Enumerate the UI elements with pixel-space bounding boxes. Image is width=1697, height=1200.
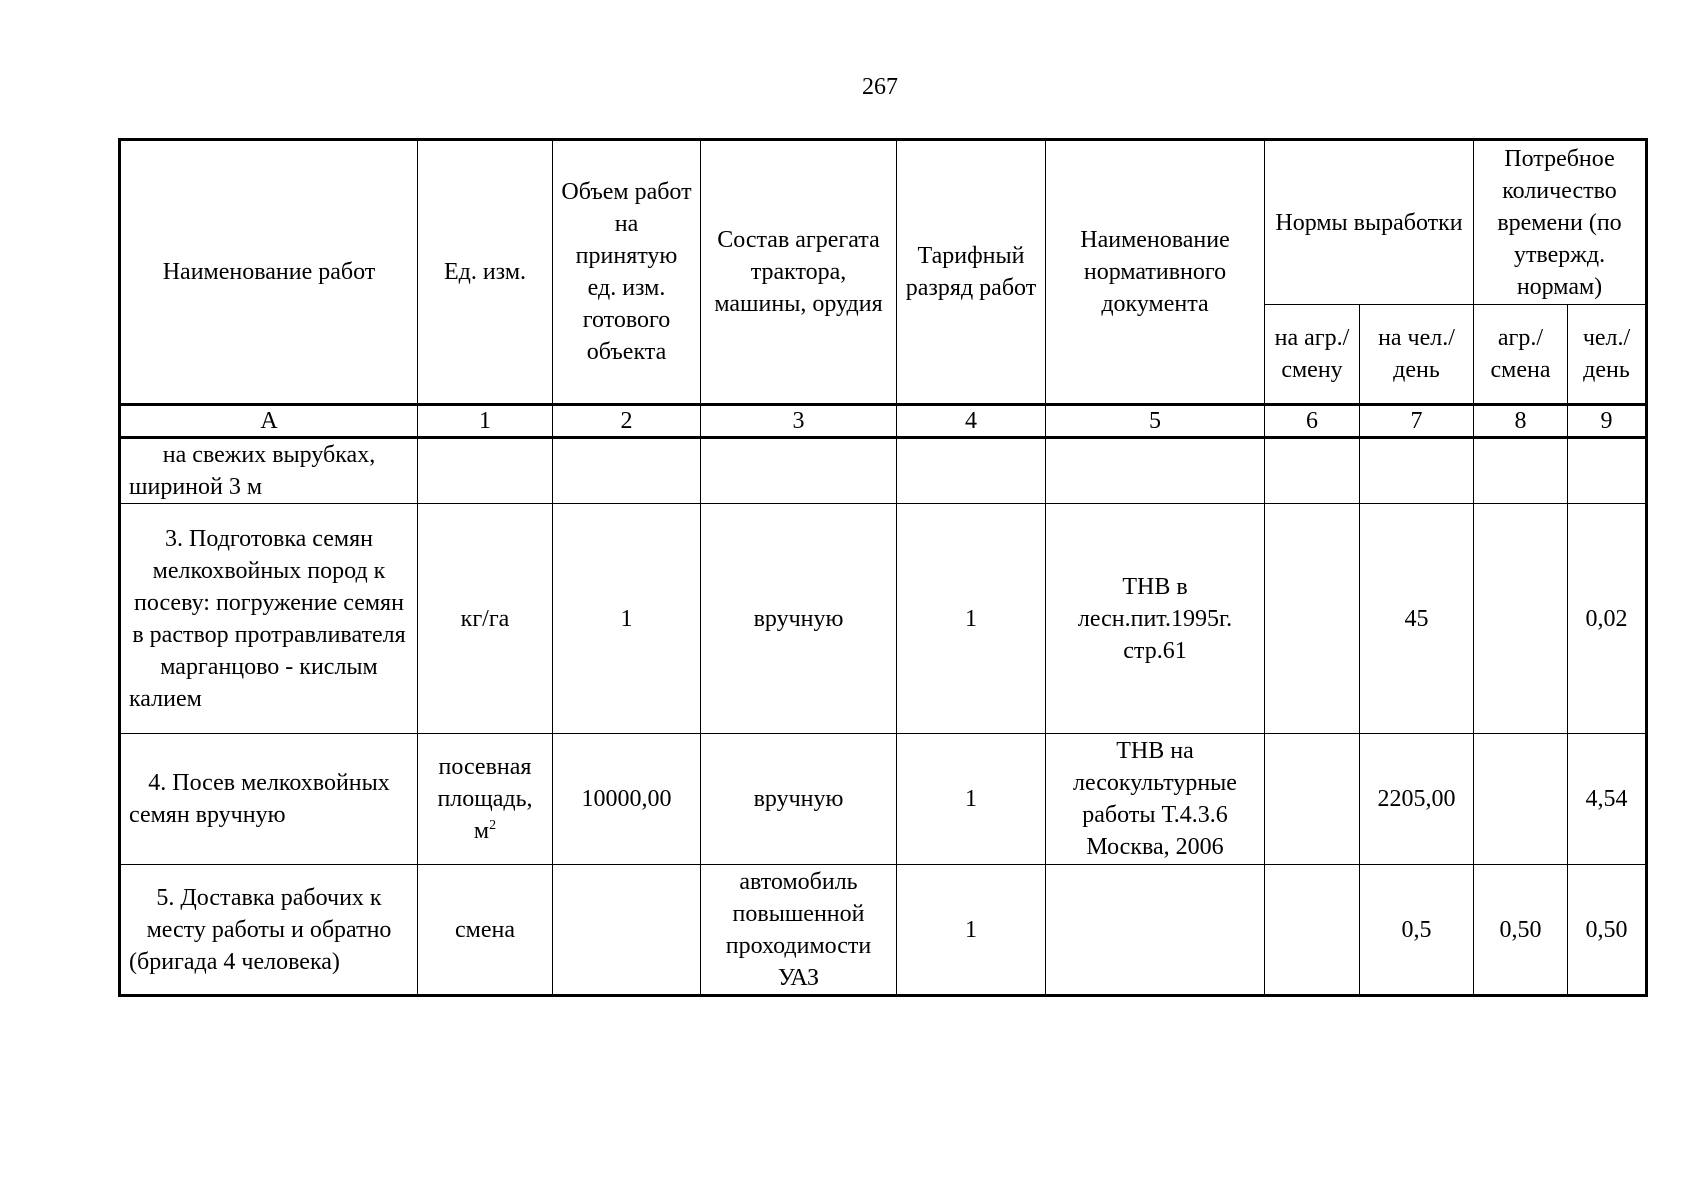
volume-cell	[553, 865, 701, 996]
col-number: 5	[1046, 405, 1265, 438]
header-aggregate: Состав агрегата трактора, машины, орудия	[701, 140, 897, 405]
header-norm-man: на чел./ день	[1360, 305, 1474, 405]
header-row-1	[120, 140, 1647, 305]
col-number: 7	[1360, 405, 1474, 438]
time-agr-cell	[1474, 734, 1568, 865]
time-man-cell: 0,02	[1568, 504, 1647, 734]
aggregate-cell	[701, 438, 897, 504]
norm-man-cell: 2205,00	[1360, 734, 1474, 865]
header-work-name: Наименование работ	[120, 140, 418, 405]
col-number: 8	[1474, 405, 1568, 438]
norm-man-cell: 45	[1360, 504, 1474, 734]
unit-cell: смена	[418, 865, 553, 996]
header-time-required: Потребное количество времени (по утвержд. нормам)	[1474, 140, 1647, 305]
header-grade: Тарифный разряд работ	[897, 140, 1046, 405]
table-row	[120, 734, 1647, 865]
document-cell: ТНВ в лесн.пит.1995г. стр.61	[1046, 504, 1265, 734]
col-number: 4	[897, 405, 1046, 438]
column-number-row	[120, 405, 1647, 438]
header-unit: Ед. изм.	[418, 140, 553, 405]
header-time-agr: агр./ смена	[1474, 305, 1568, 405]
col-number: 2	[553, 405, 701, 438]
page-number: 267	[862, 74, 898, 100]
table-row	[120, 865, 1647, 996]
col-number: 3	[701, 405, 897, 438]
col-number: 6	[1265, 405, 1360, 438]
table-row	[120, 504, 1647, 734]
norm-agr-cell	[1265, 438, 1360, 504]
header-time-man: чел./ день	[1568, 305, 1647, 405]
header-norm-agr: на агр./ смену	[1265, 305, 1360, 405]
work-name-cell: 3. Подготовка семян мелкохвойных пород к посеву: погружение семян в раствор протравливателя марганцово - кислым калием	[120, 504, 418, 734]
col-number: А	[120, 405, 418, 438]
norm-man-cell	[1360, 438, 1474, 504]
work-name-cell: 4. Посев мелкохвойных семян вручную	[120, 734, 418, 865]
grade-cell: 1	[897, 734, 1046, 865]
norm-agr-cell	[1265, 504, 1360, 734]
norm-man-cell: 0,5	[1360, 865, 1474, 996]
grade-cell: 1	[897, 504, 1046, 734]
volume-cell	[553, 438, 701, 504]
time-agr-cell: 0,50	[1474, 865, 1568, 996]
grade-cell: 1	[897, 865, 1046, 996]
unit-cell	[418, 438, 553, 504]
time-man-cell: 4,54	[1568, 734, 1647, 865]
volume-cell: 10000,00	[553, 734, 701, 865]
time-man-cell: 0,50	[1568, 865, 1647, 996]
document-cell: ТНВ на лесокультурные работы Т.4.3.6 Москва, 2006	[1046, 734, 1265, 865]
header-document: Наименование нормативного документа	[1046, 140, 1265, 405]
time-man-cell	[1568, 438, 1647, 504]
header-volume: Объем работ на принятую ед. изм. готового объекта	[553, 140, 701, 405]
work-norms-table	[118, 138, 1648, 997]
aggregate-cell: вручную	[701, 504, 897, 734]
aggregate-cell: автомобиль повышенной проходимости УАЗ	[701, 865, 897, 996]
work-name-cell: 5. Доставка рабочих к месту работы и обратно (бригада 4 человека)	[120, 865, 418, 996]
norm-agr-cell	[1265, 865, 1360, 996]
document-cell	[1046, 865, 1265, 996]
col-number: 1	[418, 405, 553, 438]
norm-agr-cell	[1265, 734, 1360, 865]
time-agr-cell	[1474, 504, 1568, 734]
time-agr-cell	[1474, 438, 1568, 504]
unit-cell: кг/га	[418, 504, 553, 734]
table-row	[120, 438, 1647, 504]
col-number: 9	[1568, 405, 1647, 438]
work-name-cell: на свежих вырубках, шириной 3 м	[120, 438, 418, 504]
aggregate-cell: вручную	[701, 734, 897, 865]
document-cell	[1046, 438, 1265, 504]
unit-cell: посевная площадь, $м^2$	[418, 734, 553, 865]
grade-cell	[897, 438, 1046, 504]
volume-cell: 1	[553, 504, 701, 734]
header-output-norms: Нормы выработки	[1265, 140, 1474, 305]
